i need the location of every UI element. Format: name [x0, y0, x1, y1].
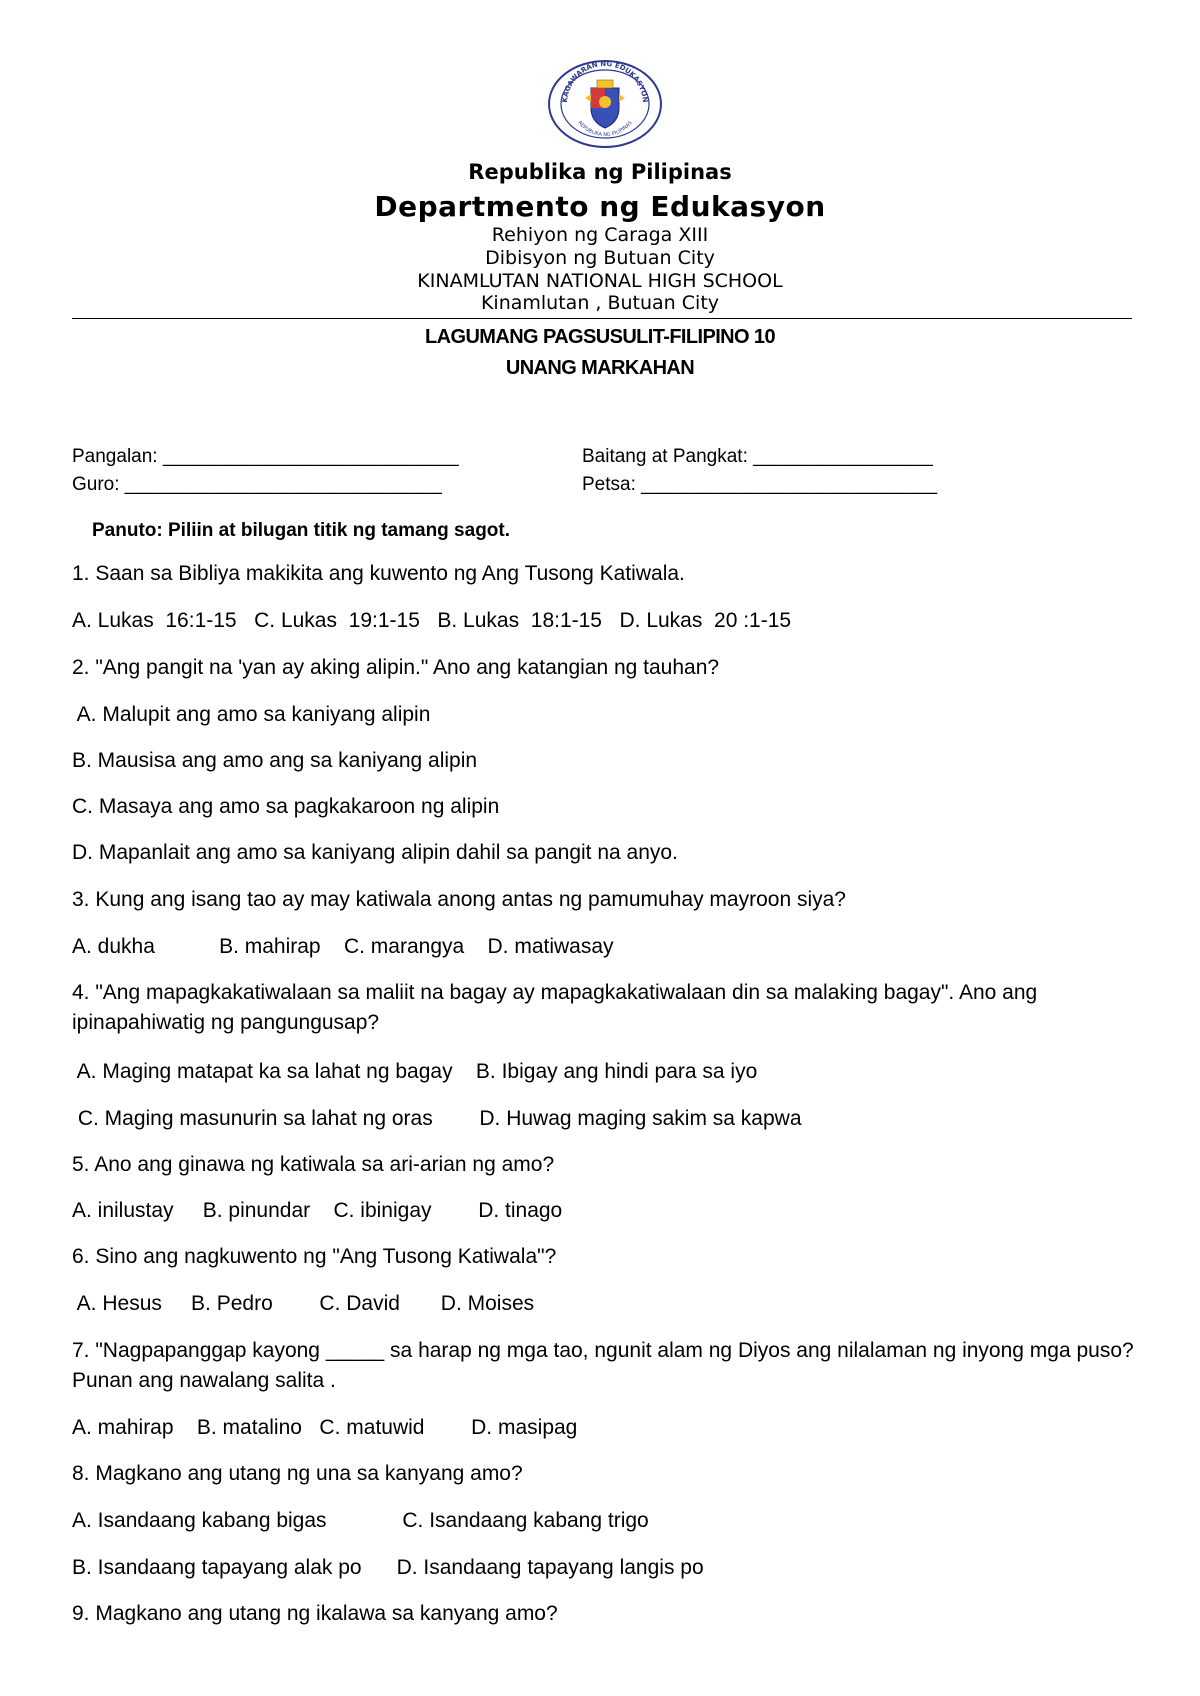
- question-4: 4. "Ang mapagkakatiwalaan sa maliit na bagay ay mapagkakatiwalaan din sa malaking bagay". Ano ang ipinapahiwatig ng pangungusap?: [72, 981, 1038, 1034]
- header-divider: [72, 318, 1132, 319]
- exam-quarter: UNANG MARKAHAN: [505, 357, 695, 379]
- exam-title: LAGUMANG PAGSUSULIT-FILIPINO 10: [425, 326, 775, 348]
- instructions: Panuto: Piliin at bilugan titik ng tamang sagot.: [92, 520, 511, 541]
- question-5: 5. Ano ang ginawa ng katiwala sa ari-arian ng amo?: [72, 1153, 555, 1176]
- choice-2b[interactable]: B. Mausisa ang amo ang sa kaniyang alipin: [72, 749, 478, 772]
- question-1: 1. Saan sa Bibliya makikita ang kuwento ng Ang Tusong Katiwala.: [72, 562, 685, 585]
- choices-1[interactable]: A. Lukas 16:1-15 C. Lukas 19:1-15 B. Lukas 18:1-15 D. Lukas 20 :1-15: [72, 609, 792, 632]
- deped-seal-logo: [545, 58, 665, 148]
- grade-section-field[interactable]: Baitang at Pangkat: _________________: [582, 446, 933, 467]
- question-3: 3. Kung ang isang tao ay may katiwala anong antas ng pamumuhay mayroon siya?: [72, 888, 846, 911]
- division-line: Dibisyon ng Butuan City: [485, 247, 715, 269]
- question-2: 2. "Ang pangit na 'yan ay aking alipin." Ano ang katangian ng tauhan?: [72, 656, 720, 679]
- choices-8bd[interactable]: B. Isandaang tapayang alak po D. Isandaang tapayang langis po: [72, 1556, 704, 1579]
- choice-2c[interactable]: C. Masaya ang amo sa pagkakaroon ng alipin: [72, 795, 500, 818]
- question-7: 7. "Nagpapanggap kayong _____ sa harap ng mga tao, ngunit alam ng Diyos ang nilalaman ng inyong mga puso? Punan ang nawalang salita .: [72, 1339, 1134, 1392]
- date-field[interactable]: Petsa: ____________________________: [582, 474, 938, 495]
- choice-2d[interactable]: D. Mapanlait ang amo sa kaniyang alipin dahil sa pangit na anyo.: [72, 841, 678, 864]
- department-heading: Departmento ng Edukasyon: [374, 190, 826, 223]
- choices-8ac[interactable]: A. Isandaang kabang bigas C. Isandaang kabang trigo: [72, 1509, 649, 1532]
- school-name: KINAMLUTAN NATIONAL HIGH SCHOOL: [417, 270, 783, 292]
- choice-2a[interactable]: A. Malupit ang amo sa kaniyang alipin: [72, 703, 431, 726]
- choices-3[interactable]: A. dukha B. mahirap C. marangya D. matiwasay: [72, 935, 614, 958]
- svg-text:REPUBLIKA NG PILIPINAS: REPUBLIKA NG PILIPINAS: [576, 120, 634, 139]
- name-field[interactable]: Pangalan: ____________________________: [72, 446, 459, 467]
- question-6: 6. Sino ang nagkuwento ng "Ang Tusong Katiwala"?: [72, 1245, 557, 1268]
- choices-5[interactable]: A. inilustay B. pinundar C. ibinigay D. tinago: [72, 1199, 563, 1222]
- choices-4ab[interactable]: A. Maging matapat ka sa lahat ng bagay B. Ibigay ang hindi para sa iyo: [72, 1060, 758, 1083]
- question-9: 9. Magkano ang utang ng ikalawa sa kanyang amo?: [72, 1602, 558, 1625]
- svg-text:KAGAWARAN NG EDUKASYON: KAGAWARAN NG EDUKASYON: [560, 59, 650, 103]
- choices-7[interactable]: A. mahirap B. matalino C. matuwid D. masipag: [72, 1416, 578, 1439]
- region-line: Rehiyon ng Caraga XIII: [491, 224, 709, 246]
- choices-4cd[interactable]: C. Maging masunurin sa lahat ng oras D. Huwag maging sakim sa kapwa: [72, 1107, 802, 1130]
- choices-6[interactable]: A. Hesus B. Pedro C. David D. Moises: [72, 1292, 535, 1315]
- school-address: Kinamlutan , Butuan City: [480, 292, 720, 314]
- republic-heading: Republika ng Pilipinas: [468, 160, 732, 184]
- question-8: 8. Magkano ang utang ng una sa kanyang amo?: [72, 1462, 523, 1485]
- teacher-field[interactable]: Guro: ______________________________: [72, 474, 442, 495]
